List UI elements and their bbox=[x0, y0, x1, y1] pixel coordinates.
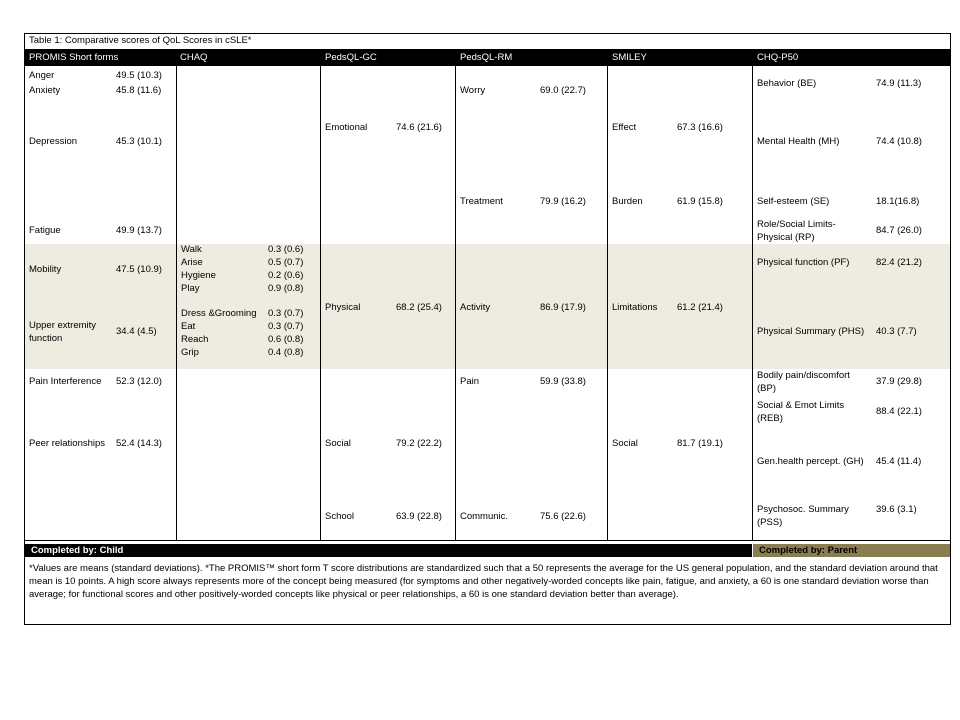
chaq-label: Eat bbox=[181, 321, 196, 332]
chaq-value: 0.3 (0.6) bbox=[268, 244, 304, 255]
column-divider bbox=[607, 66, 608, 540]
pedsrm-value: 59.9 (33.8) bbox=[540, 376, 586, 387]
chaq-value: 0.3 (0.7) bbox=[268, 321, 304, 332]
promis-label: Peer relationships bbox=[29, 438, 106, 449]
column-divider bbox=[455, 66, 456, 540]
promis-value: 45.8 (11.6) bbox=[116, 85, 162, 96]
smiley-value: 61.2 (21.4) bbox=[677, 302, 723, 313]
pedsrm-label: Pain bbox=[460, 376, 480, 387]
completed-by-parent-text: Completed by: Parent bbox=[759, 545, 858, 556]
promis-label: Anxiety bbox=[29, 85, 61, 96]
smiley-value: 61.9 (15.8) bbox=[677, 196, 723, 207]
promis-value: 49.9 (13.7) bbox=[116, 225, 162, 236]
chaq-label: Reach bbox=[181, 334, 209, 345]
chaq-value: 0.2 (0.6) bbox=[268, 270, 304, 281]
pedsrm-value: 86.9 (17.9) bbox=[540, 302, 586, 313]
chq-label-cont: (REB) bbox=[757, 413, 783, 424]
header-pedsgc: PedsQL-GC bbox=[325, 52, 377, 63]
chaq-value: 0.4 (0.8) bbox=[268, 347, 304, 358]
chaq-label: Play bbox=[181, 283, 200, 294]
chq-value: 39.6 (3.1) bbox=[876, 504, 917, 515]
chq-value: 45.4 (11.4) bbox=[876, 456, 922, 467]
chq-value: 74.4 (10.8) bbox=[876, 136, 922, 147]
completed-by-child bbox=[25, 544, 752, 557]
chq-label-cont: Physical (RP) bbox=[757, 232, 815, 243]
chaq-label: Hygiene bbox=[181, 270, 216, 281]
promis-label: Anger bbox=[29, 70, 55, 81]
promis-label-cont: function bbox=[29, 333, 63, 344]
promis-value: 34.4 (4.5) bbox=[116, 326, 157, 337]
table-bottom-rule bbox=[25, 540, 950, 541]
chq-label: Mental Health (MH) bbox=[757, 136, 840, 147]
chq-label: Physical function (PF) bbox=[757, 257, 850, 268]
pedsrm-value: 69.0 (22.7) bbox=[540, 85, 586, 96]
column-divider bbox=[320, 66, 321, 540]
pedsgc-value: 74.6 (21.6) bbox=[396, 122, 442, 133]
smiley-value: 67.3 (16.6) bbox=[677, 122, 723, 133]
promis-value: 45.3 (10.1) bbox=[116, 136, 162, 147]
pedsrm-label: Activity bbox=[460, 302, 491, 313]
pedsrm-label: Worry bbox=[460, 85, 486, 96]
chaq-value: 0.6 (0.8) bbox=[268, 334, 304, 345]
completed-by-parent bbox=[753, 544, 950, 557]
chq-value: 40.3 (7.7) bbox=[876, 326, 917, 337]
smiley-value: 81.7 (19.1) bbox=[677, 438, 723, 449]
pedsgc-value: 79.2 (22.2) bbox=[396, 438, 442, 449]
pedsrm-label: Treatment bbox=[460, 196, 503, 207]
pedsrm-value: 75.6 (22.6) bbox=[540, 511, 586, 522]
promis-label: Upper extremity bbox=[29, 320, 97, 331]
pedsgc-label: School bbox=[325, 511, 355, 522]
chq-label: Behavior (BE) bbox=[757, 78, 817, 89]
pedsgc-value: 63.9 (22.8) bbox=[396, 511, 442, 522]
pedsgc-label: Social bbox=[325, 438, 351, 449]
chaq-value: 0.9 (0.8) bbox=[268, 283, 304, 294]
pedsgc-label: Physical bbox=[325, 302, 361, 313]
chq-label-cont: (BP) bbox=[757, 383, 776, 394]
chq-label: Bodily pain/discomfort bbox=[757, 370, 850, 381]
chq-value: 88.4 (22.1) bbox=[876, 406, 922, 417]
pedsgc-value: 68.2 (25.4) bbox=[396, 302, 442, 313]
chq-label: Self-esteem (SE) bbox=[757, 196, 830, 207]
header-promis: PROMIS Short forms bbox=[29, 52, 119, 63]
promis-label: Depression bbox=[29, 136, 78, 147]
promis-value: 49.5 (10.3) bbox=[116, 70, 162, 81]
promis-label: Mobility bbox=[29, 264, 62, 275]
chaq-value: 0.3 (0.7) bbox=[268, 308, 304, 319]
header-smiley: SMILEY bbox=[612, 52, 647, 63]
promis-value: 52.4 (14.3) bbox=[116, 438, 162, 449]
header-row bbox=[25, 49, 950, 66]
chq-value: 18.1(16.8) bbox=[876, 196, 920, 207]
chaq-value: 0.5 (0.7) bbox=[268, 257, 304, 268]
table-caption: Table 1: Comparative scores of QoL Scores in cSLE* bbox=[29, 35, 252, 46]
column-divider bbox=[176, 66, 177, 540]
chq-label: Physical Summary (PHS) bbox=[757, 326, 865, 337]
promis-value: 47.5 (10.9) bbox=[116, 264, 162, 275]
chaq-label: Walk bbox=[181, 244, 202, 255]
chq-value: 37.9 (29.8) bbox=[876, 376, 922, 387]
footnote: *Values are means (standard deviations). *The PROMIS™ short form T score distributions are standardized such that a 50 represents the average for the US general population, and the standard deviation around that mean is 10 points. A high score always represents more of the concept being measured (for symptoms and other negatively-worded concepts like pain, fatigue, and anxiety, a 60 is one standard deviation worse than average; for functional scores and other positively-worded concepts like physical or peer relationships, a 60 is one standard deviation better than average). bbox=[29, 563, 938, 600]
chq-label: Social & Emot Limits bbox=[757, 400, 845, 411]
promis-label: Fatigue bbox=[29, 225, 61, 236]
smiley-label: Burden bbox=[612, 196, 643, 207]
chaq-label: Dress &Grooming bbox=[181, 308, 257, 319]
header-pedsrm: PedsQL-RM bbox=[460, 52, 513, 63]
pedsrm-label: Communic. bbox=[460, 511, 509, 522]
promis-value: 52.3 (12.0) bbox=[116, 376, 162, 387]
qol-table bbox=[24, 33, 951, 625]
chq-label: Gen.health percept. (GH) bbox=[757, 456, 864, 467]
completed-by-child-text: Completed by: Child bbox=[31, 545, 124, 556]
smiley-label: Effect bbox=[612, 122, 637, 133]
smiley-label: Social bbox=[612, 438, 638, 449]
pedsgc-label: Emotional bbox=[325, 122, 368, 133]
chaq-label: Grip bbox=[181, 347, 199, 358]
chq-label-cont: (PSS) bbox=[757, 517, 783, 528]
pedsrm-value: 79.9 (16.2) bbox=[540, 196, 586, 207]
promis-label: Pain Interference bbox=[29, 376, 102, 387]
header-chq: CHQ-P50 bbox=[757, 52, 799, 63]
column-divider bbox=[752, 66, 753, 540]
chq-label: Psychosoc. Summary bbox=[757, 504, 849, 515]
header-chaq: CHAQ bbox=[180, 52, 208, 63]
chq-value: 74.9 (11.3) bbox=[876, 78, 922, 89]
chq-value: 84.7 (26.0) bbox=[876, 225, 922, 236]
chq-value: 82.4 (21.2) bbox=[876, 257, 922, 268]
smiley-label: Limitations bbox=[612, 302, 658, 313]
chaq-label: Arise bbox=[181, 257, 203, 268]
chq-label: Role/Social Limits- bbox=[757, 219, 836, 230]
